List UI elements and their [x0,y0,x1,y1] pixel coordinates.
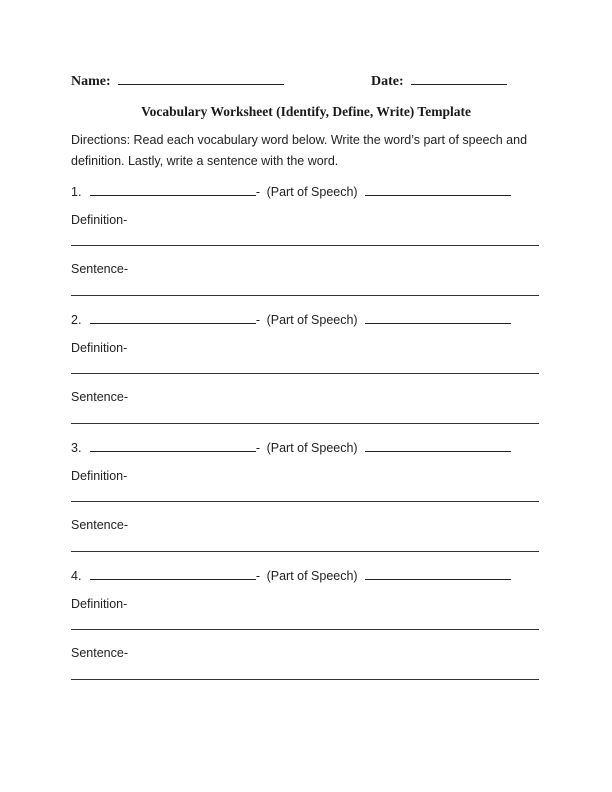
part-of-speech-input-line[interactable] [365,567,511,580]
page-title: Vocabulary Worksheet (Identify, Define, Write) Template [141,104,471,119]
item-number: 2. [71,313,82,327]
definition-label: Definition- [71,597,128,611]
sentence-answer-line[interactable] [71,295,539,296]
item-number: 3. [71,441,82,455]
sentence-label: Sentence- [71,518,128,532]
sentence-label: Sentence- [71,646,128,660]
directions-text: Directions: Read each vocabulary word below. Write the word’s part of speech and definition. Lastly, write a sentence with the word. [71,133,528,168]
definition-label: Definition- [71,341,128,355]
part-of-speech-input-line[interactable] [365,183,511,196]
date-label: Date: [371,74,404,89]
item-dash: - [255,441,261,455]
part-of-speech-label: (Part of Speech) [266,441,358,455]
sentence-answer-line[interactable] [71,423,539,424]
part-of-speech-label: (Part of Speech) [266,569,358,583]
sentence-label: Sentence- [71,390,128,404]
date-input-line[interactable] [411,72,507,85]
name-input-line[interactable] [118,72,284,85]
word-input-line[interactable] [90,567,256,580]
part-of-speech-input-line[interactable] [365,439,511,452]
definition-answer-line[interactable] [71,373,539,374]
part-of-speech-input-line[interactable] [365,311,511,324]
name-label: Name: [71,74,111,89]
word-input-line[interactable] [90,183,256,196]
word-input-line[interactable] [90,311,256,324]
part-of-speech-label: (Part of Speech) [266,313,358,327]
part-of-speech-label: (Part of Speech) [266,185,358,199]
vocab-item-4 [71,567,511,583]
definition-answer-line[interactable] [71,629,539,630]
name-field-group [71,72,284,90]
definition-answer-line[interactable] [71,501,539,502]
sentence-answer-line[interactable] [71,551,539,552]
item-dash: - [255,313,261,327]
sentence-label: Sentence- [71,262,128,276]
date-field-group [371,72,507,90]
item-dash: - [255,569,261,583]
vocab-item-3 [71,439,511,455]
item-dash: - [255,185,261,199]
word-input-line[interactable] [90,439,256,452]
item-number: 4. [71,569,82,583]
vocab-item-1 [71,183,511,199]
definition-label: Definition- [71,469,128,483]
sentence-answer-line[interactable] [71,679,539,680]
item-number: 1. [71,185,82,199]
vocab-item-2 [71,311,511,327]
definition-answer-line[interactable] [71,245,539,246]
definition-label: Definition- [71,213,128,227]
